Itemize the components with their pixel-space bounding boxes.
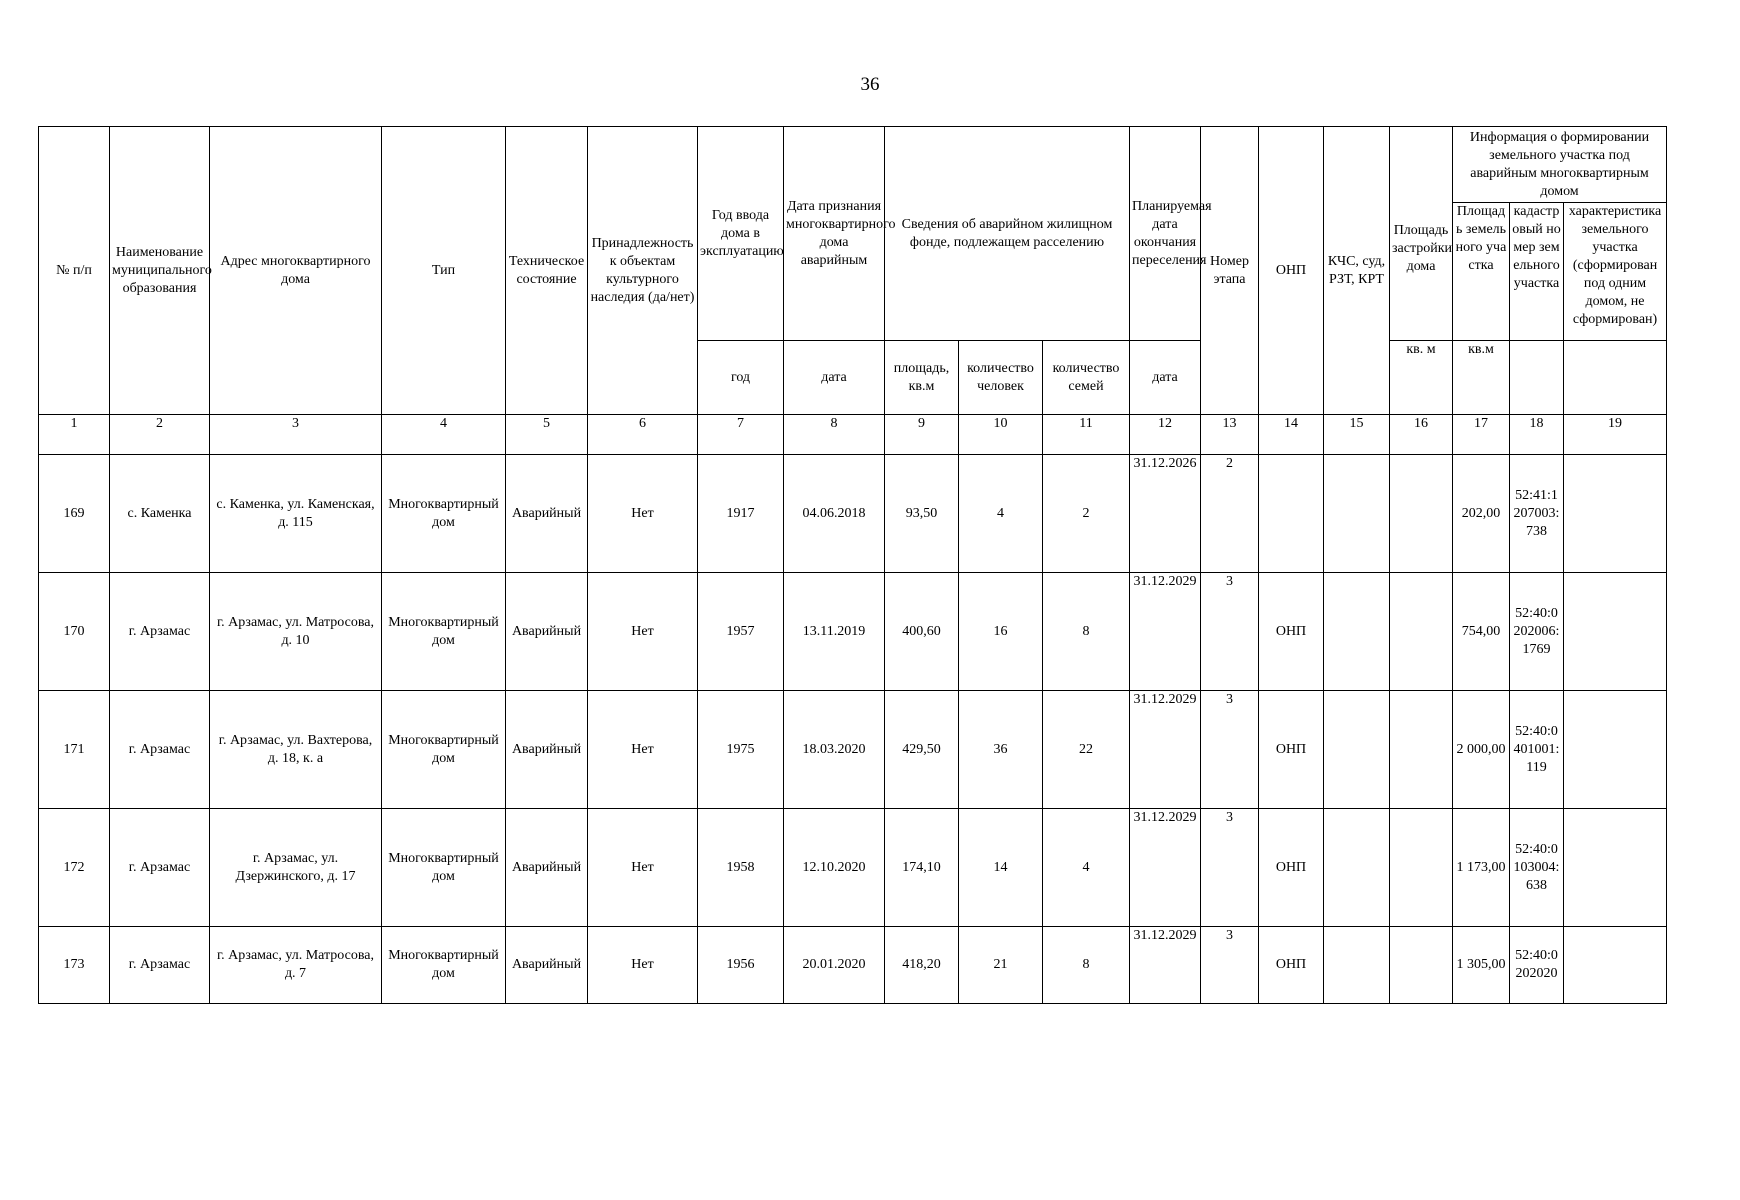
- cell-end-date: 31.12.2026: [1130, 455, 1201, 573]
- subheader-people: количество человек: [959, 341, 1043, 415]
- cell-type: Многоквартирный дом: [382, 809, 506, 927]
- cell-number: 171: [39, 691, 110, 809]
- header-land-plot-group: [1453, 127, 1667, 341]
- cell-date: 18.03.2020: [784, 691, 885, 809]
- cell-area: 400,60: [885, 573, 959, 691]
- cell-land-area: 1 173,00: [1453, 809, 1510, 927]
- subheader-land-area-unit: кв.м: [1453, 341, 1510, 415]
- cell-onp: [1259, 455, 1324, 573]
- cell-end-date: 31.12.2029: [1130, 691, 1201, 809]
- cell-land-area: 202,00: [1453, 455, 1510, 573]
- cell-stage: 3: [1201, 691, 1259, 809]
- cell-end-date: 31.12.2029: [1130, 573, 1201, 691]
- cell-land-area: 1 305,00: [1453, 927, 1510, 1004]
- cell-building-area: [1390, 927, 1453, 1004]
- column-number: 13: [1201, 415, 1259, 455]
- subheader-area: площадь, кв.м: [885, 341, 959, 415]
- cell-year: 1958: [698, 809, 784, 927]
- header-land-characteristic: характеристика земельного участка (сформирован под одним домом, не сформирован): [1568, 204, 1662, 327]
- header-land-plot-subheaders: [1453, 203, 1666, 340]
- cell-number: 169: [39, 455, 110, 573]
- cell-onp: ОНП: [1259, 809, 1324, 927]
- cell-condition: Аварийный: [506, 927, 588, 1004]
- cell-stage: 3: [1201, 809, 1259, 927]
- cell-people: 16: [959, 573, 1043, 691]
- cell-kchs: [1324, 691, 1390, 809]
- cell-municipality: г. Арзамас: [110, 927, 210, 1004]
- column-number: 6: [588, 415, 698, 455]
- cell-families: 4: [1043, 809, 1130, 927]
- header-emergency-fund-group: Сведения об аварийном жилищном фонде, подлежащем расселению: [885, 127, 1130, 341]
- cell-year: 1957: [698, 573, 784, 691]
- column-number: 9: [885, 415, 959, 455]
- header-onp: ОНП: [1259, 127, 1324, 415]
- cell-date: 13.11.2019: [784, 573, 885, 691]
- cell-condition: Аварийный: [506, 573, 588, 691]
- cell-building-area: [1390, 809, 1453, 927]
- cell-municipality: с. Каменка: [110, 455, 210, 573]
- cell-address: г. Арзамас, ул. Вахтерова, д. 18, к. а: [210, 691, 382, 809]
- cell-families: 8: [1043, 573, 1130, 691]
- cell-kchs: [1324, 809, 1390, 927]
- header-type: Тип: [382, 127, 506, 415]
- cell-year: 1975: [698, 691, 784, 809]
- subheader-cadastral-blank: [1510, 341, 1564, 415]
- column-number: 18: [1510, 415, 1564, 455]
- cell-type: Многоквартирный дом: [382, 573, 506, 691]
- cell-families: 22: [1043, 691, 1130, 809]
- cell-land-characteristic: [1564, 809, 1667, 927]
- column-number-row: [39, 415, 1667, 455]
- column-number: 19: [1564, 415, 1667, 455]
- cell-onp: ОНП: [1259, 691, 1324, 809]
- table-row: [39, 455, 1667, 573]
- header-stage: Номер этапа: [1201, 127, 1259, 415]
- cell-type: Многоквартирный дом: [382, 691, 506, 809]
- header-land-area: Площадь земельного участка: [1453, 203, 1510, 340]
- header-kchs: КЧС, суд, РЗТ, КРТ: [1324, 127, 1390, 415]
- cell-stage: 2: [1201, 455, 1259, 573]
- column-number: 4: [382, 415, 506, 455]
- cell-heritage: Нет: [588, 691, 698, 809]
- column-number: 17: [1453, 415, 1510, 455]
- cell-condition: Аварийный: [506, 809, 588, 927]
- header-row-main: [39, 127, 1667, 341]
- cell-cadastral: 52:41:1207003:738: [1510, 455, 1564, 573]
- cell-area: 93,50: [885, 455, 959, 573]
- cell-families: 2: [1043, 455, 1130, 573]
- table-row: [39, 691, 1667, 809]
- cell-date: 12.10.2020: [784, 809, 885, 927]
- cell-people: 21: [959, 927, 1043, 1004]
- cell-type: Многоквартирный дом: [382, 927, 506, 1004]
- cell-number: 172: [39, 809, 110, 927]
- header-recognition-date: Дата признания многоквартирного дома аварийным: [784, 127, 885, 341]
- cell-end-date: 31.12.2029: [1130, 927, 1201, 1004]
- header-land-plot-group-title: Информация о формировании земельного участка под аварийным многоквартирным домом: [1453, 127, 1666, 203]
- cell-condition: Аварийный: [506, 691, 588, 809]
- header-municipality: Наименование муниципального образования: [110, 127, 210, 415]
- cell-area: 429,50: [885, 691, 959, 809]
- column-number: 15: [1324, 415, 1390, 455]
- cell-address: г. Арзамас, ул. Матросова, д. 7: [210, 927, 382, 1004]
- header-planned-end-date: Планируемая дата окончания переселения: [1130, 127, 1201, 341]
- cell-year: 1917: [698, 455, 784, 573]
- cell-date: 04.06.2018: [784, 455, 885, 573]
- column-number: 10: [959, 415, 1043, 455]
- cell-address: г. Арзамас, ул. Матросова, д. 10: [210, 573, 382, 691]
- cell-condition: Аварийный: [506, 455, 588, 573]
- header-cadastral: кадастровый номер земельного участка: [1510, 203, 1564, 340]
- table-row: [39, 809, 1667, 927]
- cell-heritage: Нет: [588, 927, 698, 1004]
- cell-people: 14: [959, 809, 1043, 927]
- cell-building-area: [1390, 573, 1453, 691]
- column-number: 16: [1390, 415, 1453, 455]
- cell-number: 173: [39, 927, 110, 1004]
- subheader-date: дата: [784, 341, 885, 415]
- header-year: Год ввода дома в эксплуатацию: [698, 127, 784, 341]
- cell-land-characteristic: [1564, 573, 1667, 691]
- column-number: 7: [698, 415, 784, 455]
- cell-municipality: г. Арзамас: [110, 573, 210, 691]
- cell-area: 418,20: [885, 927, 959, 1004]
- column-number: 14: [1259, 415, 1324, 455]
- cell-land-area: 754,00: [1453, 573, 1510, 691]
- cell-people: 36: [959, 691, 1043, 809]
- cell-area: 174,10: [885, 809, 959, 927]
- column-number: 2: [110, 415, 210, 455]
- cell-cadastral: 52:40:0202020: [1510, 927, 1564, 1004]
- column-number: 1: [39, 415, 110, 455]
- cell-cadastral: 52:40:0202006:1769: [1510, 573, 1564, 691]
- cell-heritage: Нет: [588, 573, 698, 691]
- cell-number: 170: [39, 573, 110, 691]
- subheader-end-date: дата: [1130, 341, 1201, 415]
- cell-address: г. Арзамас, ул. Дзержинского, д. 17: [210, 809, 382, 927]
- column-number: 3: [210, 415, 382, 455]
- cell-date: 20.01.2020: [784, 927, 885, 1004]
- cell-cadastral: 52:40:0103004:638: [1510, 809, 1564, 927]
- cell-end-date: 31.12.2029: [1130, 809, 1201, 927]
- cell-land-characteristic: [1564, 927, 1667, 1004]
- cell-type: Многоквартирный дом: [382, 455, 506, 573]
- cell-onp: ОНП: [1259, 573, 1324, 691]
- cell-kchs: [1324, 455, 1390, 573]
- subheader-building-area-unit: кв. м: [1390, 341, 1453, 415]
- cell-building-area: [1390, 455, 1453, 573]
- cell-onp: ОНП: [1259, 927, 1324, 1004]
- cell-land-area: 2 000,00: [1453, 691, 1510, 809]
- column-number: 11: [1043, 415, 1130, 455]
- subheader-year: год: [698, 341, 784, 415]
- cell-land-characteristic: [1564, 691, 1667, 809]
- header-address: Адрес многоквартирного дома: [210, 127, 382, 415]
- cell-cadastral: 52:40:0401001:119: [1510, 691, 1564, 809]
- header-building-area: Площадь застройки дома: [1390, 127, 1453, 341]
- emergency-housing-table: [38, 126, 1667, 1004]
- table-row: [39, 573, 1667, 691]
- cell-families: 8: [1043, 927, 1130, 1004]
- cell-year: 1956: [698, 927, 784, 1004]
- header-heritage: Принадлежность к объектам культурного наследия (да/нет): [588, 127, 698, 415]
- table-row: [39, 927, 1667, 1004]
- cell-municipality: г. Арзамас: [110, 809, 210, 927]
- cell-building-area: [1390, 691, 1453, 809]
- subheader-families: количество семей: [1043, 341, 1130, 415]
- cell-land-characteristic: [1564, 455, 1667, 573]
- cell-heritage: Нет: [588, 455, 698, 573]
- cell-people: 4: [959, 455, 1043, 573]
- page-number: 36: [860, 74, 880, 95]
- column-number: 5: [506, 415, 588, 455]
- cell-stage: 3: [1201, 573, 1259, 691]
- subheader-land-char-blank: [1564, 341, 1667, 415]
- column-number: 12: [1130, 415, 1201, 455]
- cell-kchs: [1324, 927, 1390, 1004]
- cell-stage: 3: [1201, 927, 1259, 1004]
- cell-kchs: [1324, 573, 1390, 691]
- column-number: 8: [784, 415, 885, 455]
- cell-heritage: Нет: [588, 809, 698, 927]
- cell-address: с. Каменка, ул. Каменская, д. 115: [210, 455, 382, 573]
- header-condition: Техническое состояние: [506, 127, 588, 415]
- header-number: № п/п: [39, 127, 110, 415]
- cell-municipality: г. Арзамас: [110, 691, 210, 809]
